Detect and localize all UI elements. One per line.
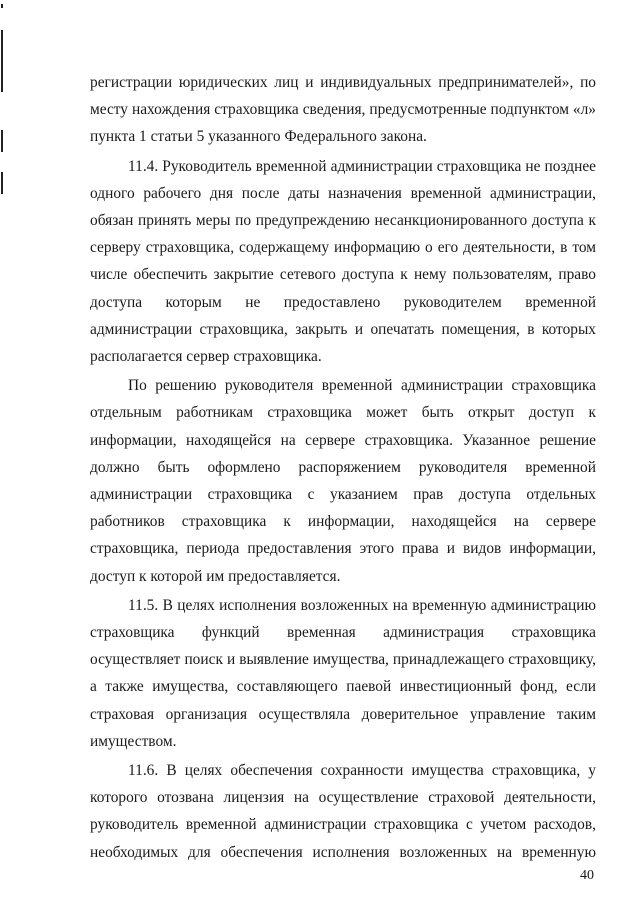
paragraph-11-6: 11.6. В целях обеспечения сохранности имущества страховщика, у которого отозвана лицензия на осуществление страховой деятельности, руководитель временной администрации страховщика с учетом расходов, необходимых для обеспечения исполнения возложенных на временную	[90, 762, 596, 861]
scan-margin-mark-top	[1, 4, 3, 8]
paragraph-continuation: регистрации юридических лиц и индивидуальных предпринимателей», по месту нахождения страховщика сведения, предусмотренные подпунктом «л» пункта 1 статьи 5 указанного Федерального закона.	[90, 74, 596, 146]
document-page	[90, 69, 596, 866]
scan-margin-mark	[1, 30, 3, 92]
paragraph-11-5: 11.5. В целях исполнения возложенных на временную администрацию страховщика функций временная администрация страховщика осуществляет поиск и выявление имущества, принадлежащего страховщику, а также имущества, составляющего паевой инвестиционный фонд, если страховая организация осуществляла доверительное управление таким имуществом.	[90, 596, 596, 750]
paragraph-access-decision: По решению руководителя временной администрации страховщика отдельным работникам страховщика может быть открыт доступ к информации, находящейся на сервере страховщика. Указанное решение должно быть оформлено распоряжением руководителя временной администрации страховщика с указанием прав доступа отдельных работников страховщика к информации, находящейся на сервере страховщика, периода предоставления этого права и видов информации, доступ к которой им предоставляется.	[90, 377, 596, 585]
paragraph-11-4: 11.4. Руководитель временной администрации страховщика не позднее одного рабочего дня после даты назначения временной администрации, обязан принять меры по предупреждению несанкционированного доступа к серверу страховщика, содержащему информацию о его деятельности, в том числе обеспечить закрытие сетевого доступа к нему пользователям, право доступа которым не предоставлено руководителем временной администрации страховщика, закрыть и опечатать помещения, в которых располагается сервер страховщика.	[90, 157, 596, 366]
page-number: 40	[580, 868, 594, 883]
scan-margin-mark	[1, 172, 3, 194]
scan-margin-mark	[1, 130, 3, 152]
